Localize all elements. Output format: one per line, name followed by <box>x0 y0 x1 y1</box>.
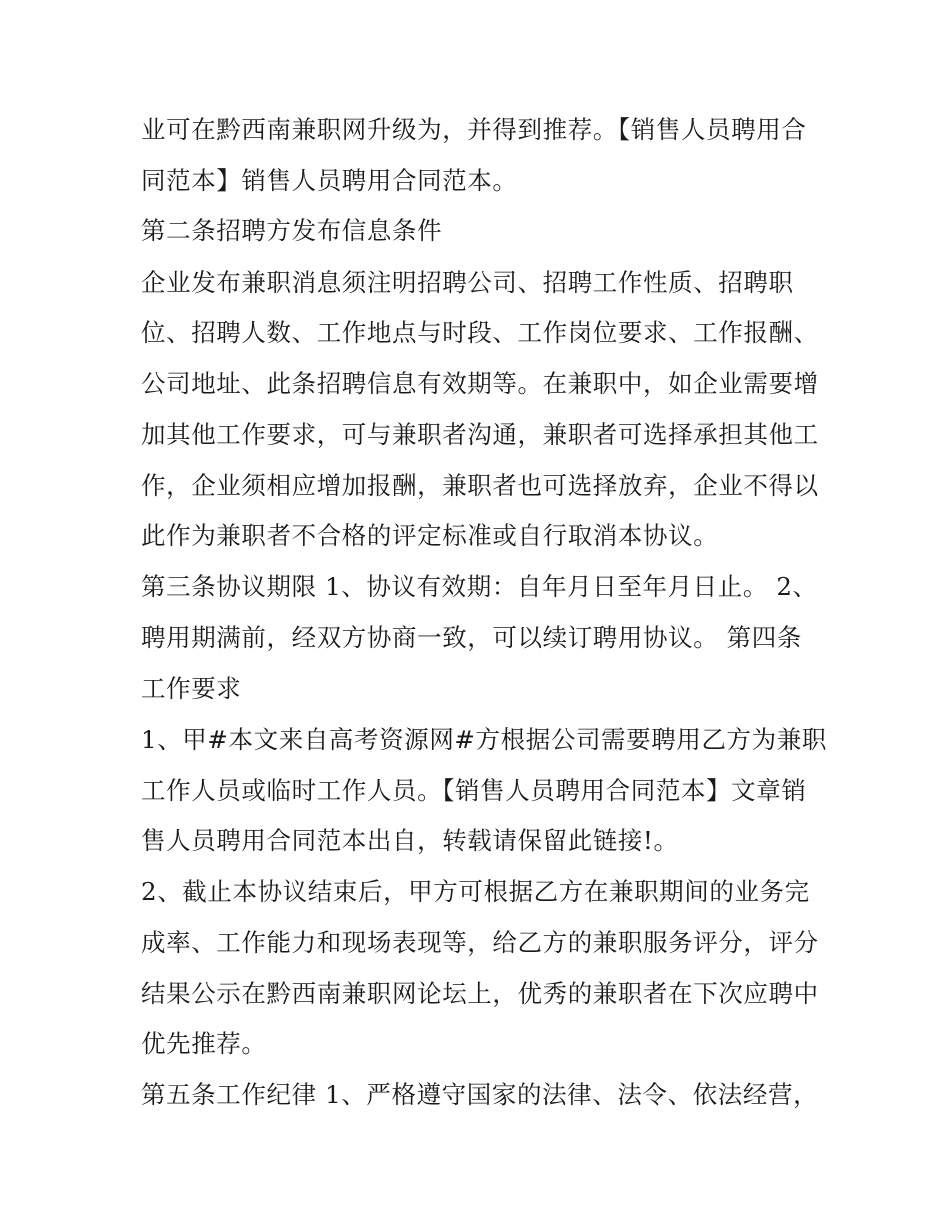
text-line: 优先推荐。 <box>141 1029 267 1058</box>
text-line: 第二条招聘方发布信息条件 <box>141 216 443 245</box>
text-line: 工作要求 <box>141 674 242 703</box>
text-line: 结果公示在黔西南兼职网论坛上，优秀的兼职者在下次应聘中 <box>141 979 819 1008</box>
text-line: 第三条协议期限 1、协议有效期：自年月日至年月日止。 2、 <box>141 572 818 601</box>
text-line: 成率、工作能力和现场表现等，给乙方的兼职服务评分，评分 <box>141 928 819 957</box>
text-line: 企业发布兼职消息须注明招聘公司、招聘工作性质、招聘职 <box>141 268 794 297</box>
text-line: 加其他工作要求，可与兼职者沟通，兼职者可选择承担其他工 <box>141 420 819 449</box>
text-line: 作，企业须相应增加报酬，兼职者也可选择放弃，企业不得以 <box>141 471 819 500</box>
text-line: 位、招聘人数、工作地点与时段、工作岗位要求、工作报酬、 <box>141 318 819 347</box>
text-line: 此作为兼职者不合格的评定标准或自行取消本协议。 <box>141 521 719 550</box>
text-line: 工作人员或临时工作人员。【销售人员聘用合同范本】文章销 <box>141 776 807 805</box>
text-line: 1、甲#本文来自高考资源网#方根据公司需要聘用乙方为兼职 <box>141 725 827 754</box>
text-line: 2、截止本协议结束后，甲方可根据乙方在兼职期间的业务完 <box>141 877 810 906</box>
text-line: 公司地址、此条招聘信息有效期等。在兼职中，如企业需要增 <box>141 369 819 398</box>
text-line: 第五条工作纪律 1、严格遵守国家的法律、法令、依法经营， <box>141 1080 819 1109</box>
text-line: 聘用期满前，经双方协商一致，可以续订聘用协议。 第四条 <box>141 623 802 652</box>
text-line: 同范本】销售人员聘用合同范本。 <box>141 166 518 195</box>
text-line: 售人员聘用合同范本出自，转载请保留此链接!。 <box>141 826 679 855</box>
text-line: 业可在黔西南兼职网升级为，并得到推荐。【销售人员聘用合 <box>141 115 807 144</box>
